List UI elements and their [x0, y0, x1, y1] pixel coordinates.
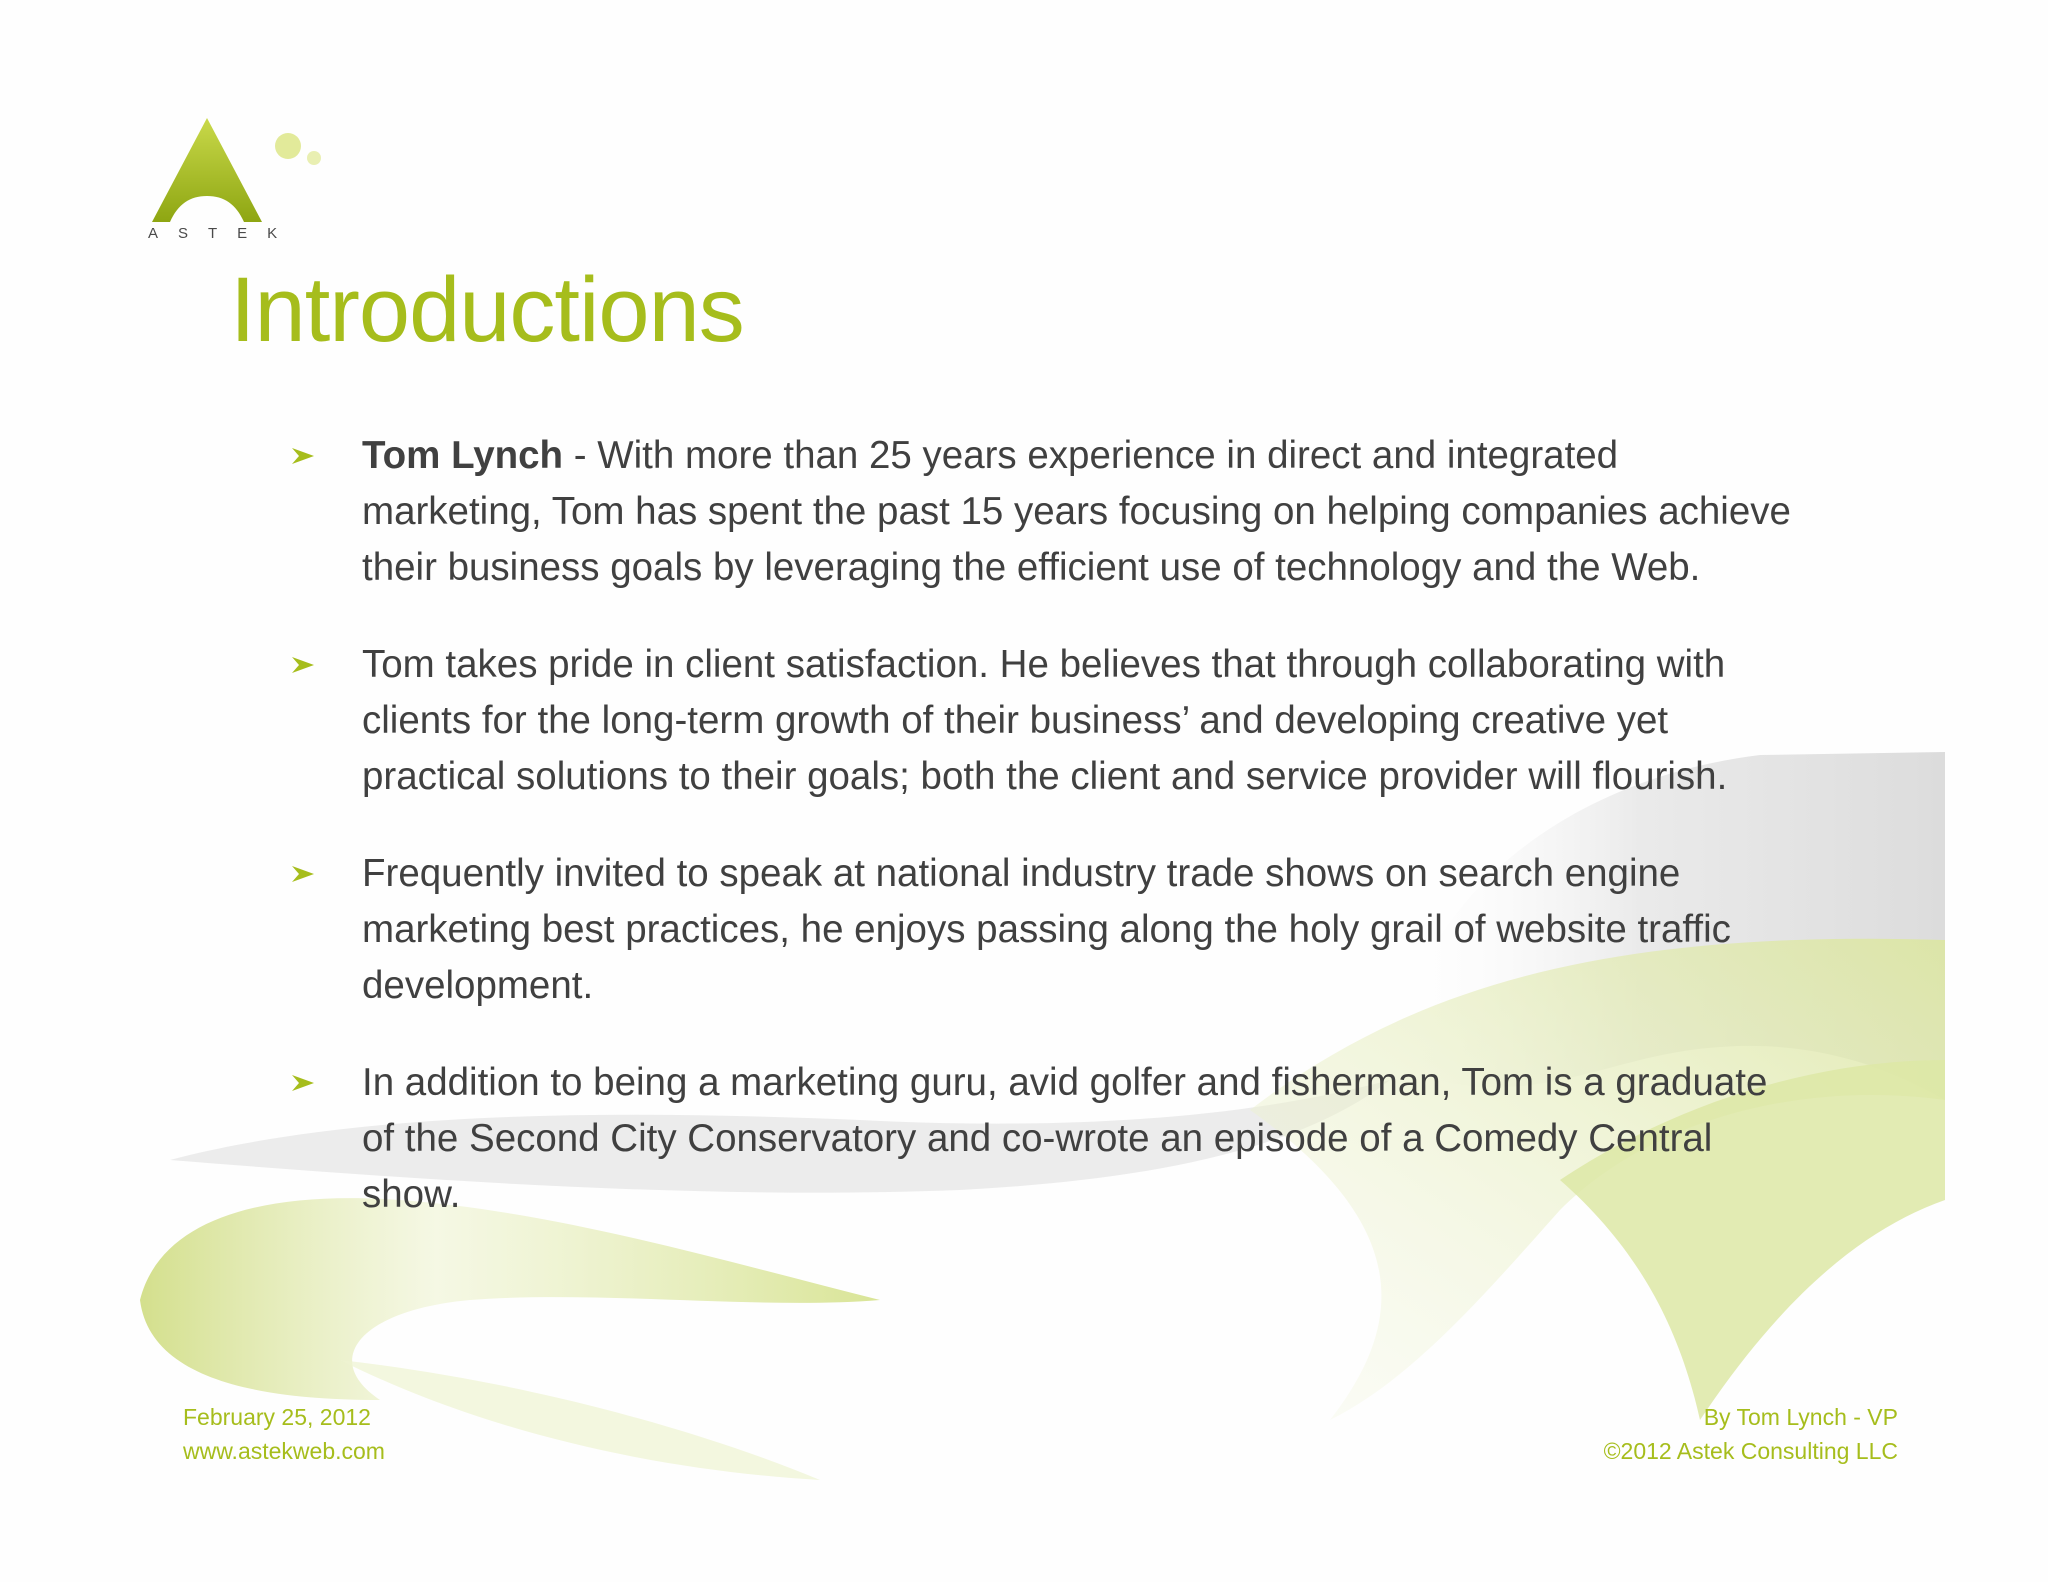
bullet-item	[286, 1055, 1806, 1223]
footer-author: By Tom Lynch - VP	[1703, 1404, 1898, 1430]
slide-title: Introductions	[230, 259, 744, 361]
chevron-right-icon	[290, 864, 316, 884]
chevron-right-icon	[290, 655, 316, 675]
astek-logo	[140, 112, 340, 252]
footer-left	[183, 1400, 385, 1468]
bullet-lead: Tom Lynch	[362, 434, 564, 477]
logo-wordmark: ASTEK	[148, 225, 298, 242]
bullet-text	[362, 428, 1806, 596]
astek-logo-mark	[140, 112, 340, 222]
bullet-text	[362, 846, 1806, 1014]
bullet-body: Frequently invited to speak at national industry trade shows on search engine marketing best practices, he enjoys passing along the holy grail of website traffic development.	[362, 852, 1731, 1007]
bullet-body: - With more than 25 years experience in direct and integrated marketing, Tom has spent the past 15 years focusing on helping companies achieve their business goals by leveraging the efficient use of technology and the Web.	[362, 434, 1791, 589]
chevron-right-icon	[290, 446, 316, 466]
bullet-list	[286, 428, 1806, 1264]
bullet-text	[362, 637, 1806, 805]
bullet-text	[362, 1055, 1806, 1223]
bullet-item	[286, 637, 1806, 805]
bullet-item	[286, 428, 1806, 596]
bullet-body: Tom takes pride in client satisfaction. He believes that through collaborating with clients for the long-term growth of their business’ and developing creative yet practical solutions to their goals; both the client and service provider will flourish.	[362, 643, 1728, 798]
footer-website: www.astekweb.com	[183, 1438, 385, 1464]
chevron-right-icon	[290, 1073, 316, 1093]
footer-date: February 25, 2012	[183, 1404, 371, 1430]
footer-right	[1604, 1400, 1898, 1468]
bullet-item	[286, 846, 1806, 1014]
bullet-body: In addition to being a marketing guru, avid golfer and fisherman, Tom is a graduate of the Second City Conservatory and co-wrote an episode of a Comedy Central show.	[362, 1061, 1768, 1216]
footer-copyright: ©2012 Astek Consulting LLC	[1603, 1438, 1898, 1464]
